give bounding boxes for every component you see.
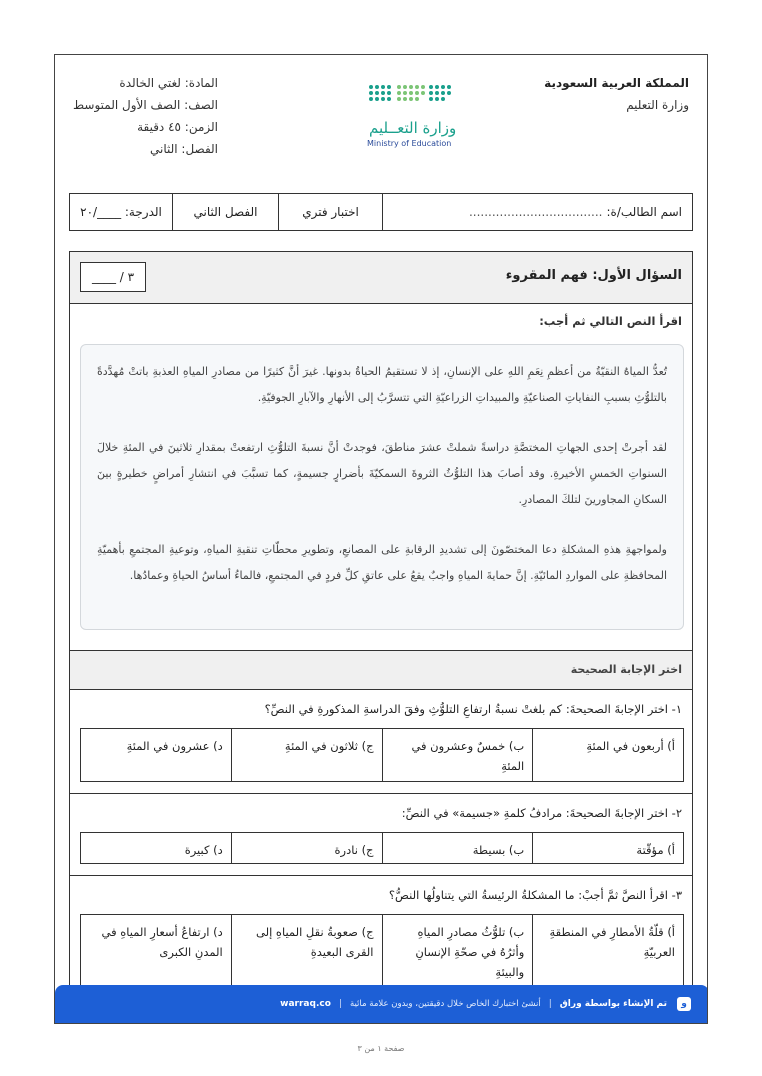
exam-page xyxy=(54,54,708,1024)
passage-paragraph: تُعدُّ المياهُ النقيّةُ من أعظمِ نِعَمِ اللهِ على الإنسانِ، إذ لا تستقيمُ الحياةُ بدونها. غيرَ أنَّ كثيرًا من مصادرِ المياهِ العذبةِ باتتْ مُهدَّدةً بالتلوُّثِ بسببِ النفاياتِ الصناعيّةِ والمبيداتِ الزراعيّةِ التي تتسرَّبُ إلى الأنهارِ والآبارِ الجوفيّةِ. xyxy=(97,365,667,404)
passage-paragraph: لقد أجرتْ إحدى الجهاتِ المختصَّةِ دراسةً شملتْ عشرَ مناطقَ، فوجدتْ أنَّ نسبةَ التلوُّثِ ارتفعتْ بمقدارِ ثلاثينَ في المئةِ خلالَ السنواتِ الخمسِ الأخيرةِ. وقد أصابَ هذا التلوُّثُ الثروةَ السمكيّةَ بأضرارٍ جسيمةٍ، كما تسبَّبَ في انتشارِ أمراضٍ خطيرةٍ بينَ السكانِ المجاورينَ لتلكَ المصادرِ. xyxy=(97,441,667,506)
mcq-option[interactable]: ج) صعوبةُ نقلِ المياهِ إلى القرى البعيدةِ xyxy=(231,915,382,993)
page-number: صفحة ١ من ٣ xyxy=(357,1044,405,1053)
passage-paragraph: ولمواجهةِ هذهِ المشكلةِ دعا المختصّونَ إلى تشديدِ الرقابةِ على المصانعِ، وتطويرِ محطّاتِ تنقيةِ المياهِ، وتوعيةِ المجتمعِ بأهميّةِ المحافظةِ على المواردِ المائيّةِ. إنَّ حمايةَ المياهِ واجبٌ يقعُ على عاتقِ كلِّ فردٍ في المجتمعِ، فالماءُ أساسُ الحياةِ وعمادُها. xyxy=(97,543,667,582)
semester-cell: الفصل الثاني xyxy=(172,194,278,230)
question-title: السؤال الأول: فهم المقروء xyxy=(505,268,682,283)
mcq-option[interactable]: ج) نادرة xyxy=(231,833,382,863)
mcq-option[interactable]: ب) بسيطة xyxy=(382,833,533,863)
mcq-option[interactable]: د) ارتفاعُ أسعارِ المياهِ في المدنِ الكبرى xyxy=(101,925,223,959)
mcq-option[interactable]: ج) ثلاثون في المئةِ xyxy=(231,729,382,781)
grade-cell: الدرجة: ____/٢٠ xyxy=(80,205,162,219)
student-name-label: اسم الطالب/ة: xyxy=(606,205,682,219)
ministry-logo-dots-icon xyxy=(359,81,463,121)
section-label-bar xyxy=(70,650,692,690)
logo-english-text: Ministry of Education xyxy=(367,139,452,148)
exam-type-cell: اختبار فتري xyxy=(278,194,382,230)
banner-site-link[interactable]: warraq.co xyxy=(280,999,331,1009)
score-box: ____ / ٣ xyxy=(80,262,146,292)
student-info-table xyxy=(69,193,693,231)
warraq-logo-icon: و xyxy=(677,997,691,1011)
student-name-cell xyxy=(382,194,692,230)
mcq-option[interactable]: أ) مؤقّتة xyxy=(532,833,683,863)
ministry-name: وزارة التعليم xyxy=(626,98,689,112)
mcq-stem: ٢- اختر الإجابةَ الصحيحةَ: مرادفُ كلمةِ «جسيمة» في النصِّ: xyxy=(401,806,682,820)
mcq-item xyxy=(70,690,692,794)
reading-instruction: اقرأ النص التالي ثم أجب: xyxy=(539,314,682,328)
reading-passage xyxy=(80,344,684,630)
banner-separator: | xyxy=(338,999,342,1009)
mcq-option[interactable]: د) كبيرة xyxy=(184,843,223,857)
class-label: الصف: الصف الأول المتوسط xyxy=(73,98,219,112)
mcq-item xyxy=(70,794,692,876)
section-label: اختر الإجابة الصحيحة xyxy=(570,663,682,676)
mcq-option[interactable]: د) عشرون في المئةِ xyxy=(126,739,223,753)
mcq-option[interactable]: أ) أربعون في المئةِ xyxy=(532,729,683,781)
header-right xyxy=(544,75,689,113)
time-label: الزمن: ٤٥ دقيقة xyxy=(137,120,219,134)
mcq-option[interactable]: ب) خمسٌ وعشرون في المئةِ xyxy=(382,729,533,781)
mcq-option[interactable]: ب) تلوُّثُ مصادرِ المياهِ وأثرُهُ في صحّةِ الإنسانِ والبيئةِ xyxy=(382,915,533,993)
mcq-stem: ٣- اقرأ النصَّ ثمَّ أجبْ: ما المشكلةُ الرئيسةُ التي يتناولُها النصُّ؟ xyxy=(388,888,682,902)
mcq-option[interactable]: أ) قلّةُ الأمطارِ في المنطقةِ العربيّةِ xyxy=(532,915,683,993)
banner-tagline: أنشئ اختبارك الخاص خلال دقيقتين، وبدون علامة مائية xyxy=(349,999,541,1009)
subject-label: المادة: لغتي الخالدة xyxy=(119,76,219,90)
student-name-blank: ................................... xyxy=(468,205,603,219)
header-left xyxy=(73,75,218,163)
question-header xyxy=(70,252,692,304)
banner-separator: | xyxy=(548,999,552,1009)
question-block xyxy=(69,251,693,1024)
semester-label: الفصل: الثاني xyxy=(149,142,219,156)
logo-arabic-text: وزارة التعــليم xyxy=(369,119,457,137)
ministry-logo xyxy=(359,81,463,153)
kingdom-name: المملكة العربية السعودية xyxy=(544,76,689,90)
mcq-stem: ١- اختر الإجابةَ الصحيحةَ: كم بلغتْ نسبةُ ارتفاعِ التلوُّثِ وفقَ الدراسةِ المذكورةِ في النصِّ؟ xyxy=(264,702,682,716)
banner-created-text: تم الإنشاء بواسطة وراق xyxy=(559,999,667,1009)
warraq-banner[interactable] xyxy=(55,985,708,1023)
mcq-options xyxy=(80,914,684,994)
mcq-options xyxy=(80,832,684,864)
mcq-options xyxy=(80,728,684,782)
